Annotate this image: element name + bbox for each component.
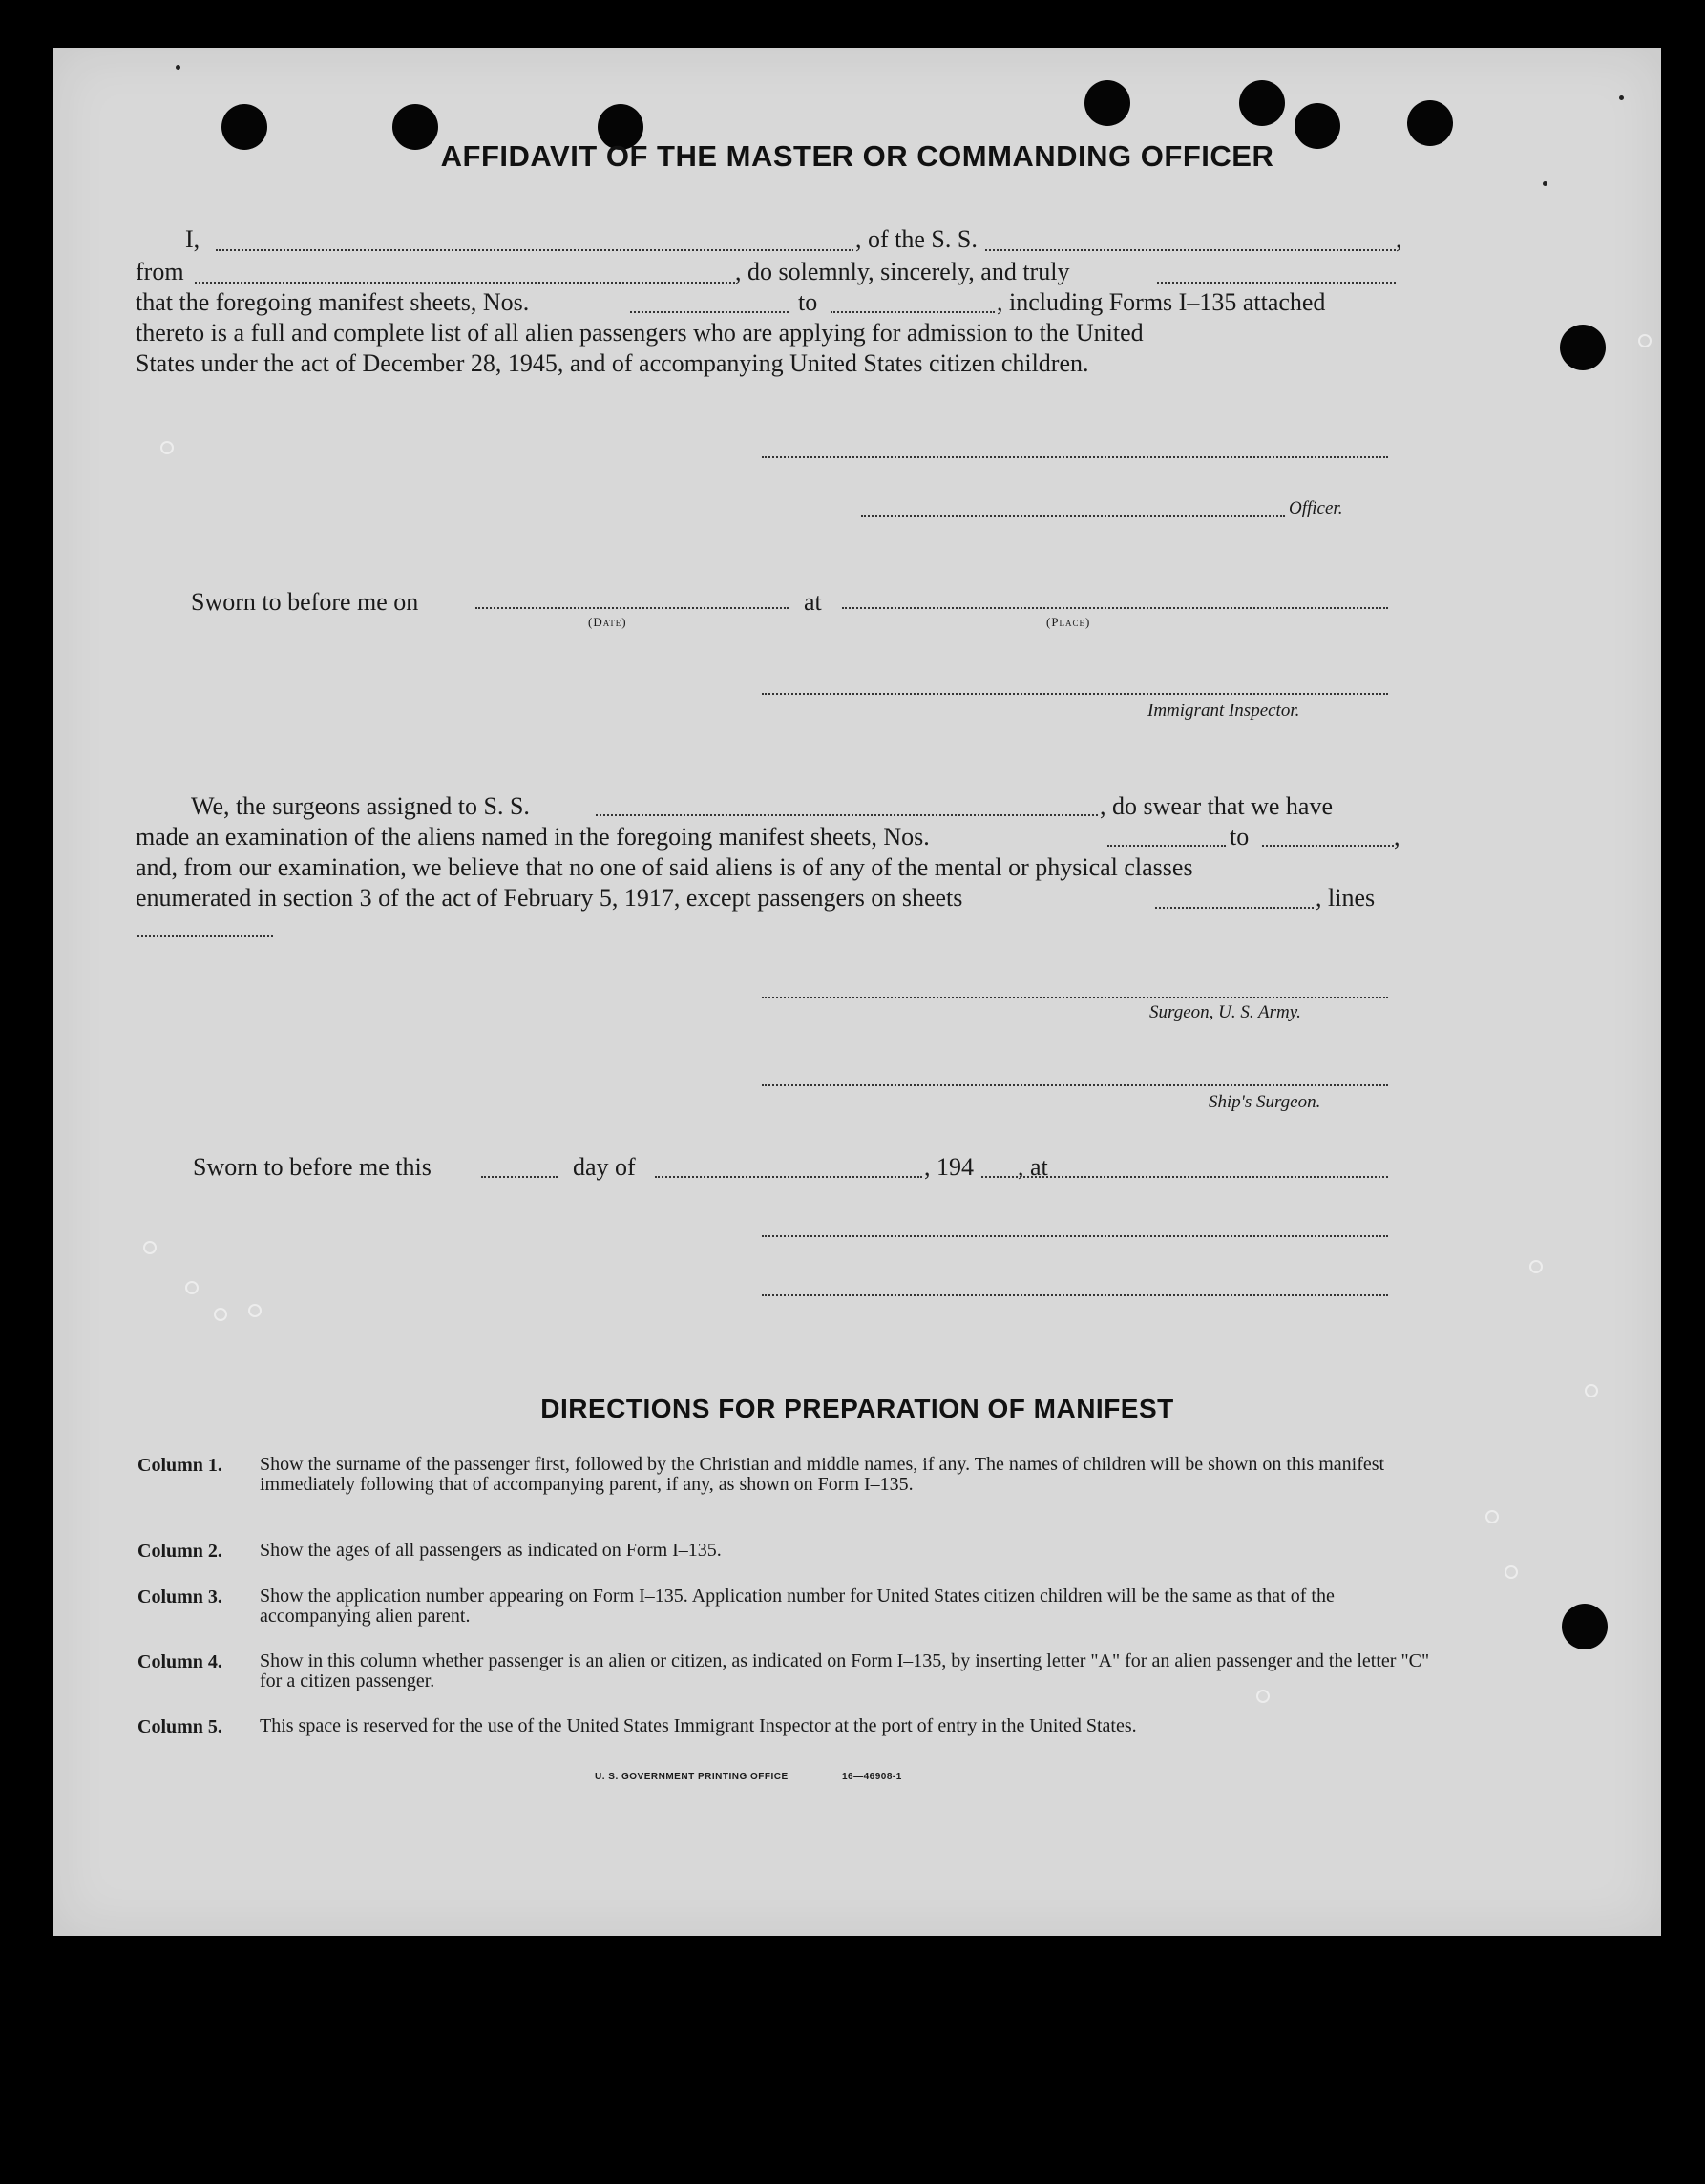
surgeons-line-4a: enumerated in section 3 of the act of February 5, 1917, except passengers on sheets [136,884,963,912]
directions-title: DIRECTIONS FOR PREPARATION OF MANIFEST [540,1394,1174,1423]
year-label: , 194 [924,1153,974,1181]
sworn-this-label: Sworn to before me this [193,1153,432,1181]
inspector-label: Immigrant Inspector. [1147,701,1300,721]
affidavit-line-3c: , including Forms I–135 attached [997,288,1326,316]
officer-label: Officer. [1289,498,1343,518]
column-3-label: Column 3. [137,1586,222,1607]
sworn-day-field[interactable] [481,1176,558,1178]
affidavit-line-3b: to [798,288,818,316]
sheets-from-field[interactable] [630,311,789,313]
sworn2-at-label: , at [1018,1153,1048,1181]
affidavit-line-1a: I, [185,225,200,253]
sworn2-place-field[interactable] [1020,1176,1388,1178]
sheets-to-field[interactable] [831,311,995,313]
army-surgeon-label: Surgeon, U. S. Army. [1149,1002,1301,1022]
affidavit-line-5: States under the act of December 28, 1945, and of accompanying United States citizen children. [136,349,1089,377]
column-3-text: Show the application number appearing on Form I–135. Application number for United States citizen children will be the same as that of the accompanying alien parent. [260,1586,1335,1627]
surgeons-sheets-to-field[interactable] [1262,845,1394,847]
paper-speck [1505,1565,1518,1579]
surgeons-line-4b: , lines [1316,884,1376,912]
surgeons-ship-field[interactable] [596,814,1098,816]
affidavit-line-1b: , of the S. S. [855,225,978,253]
official-signature-line-2[interactable] [762,1294,1388,1296]
day-of-label: day of [573,1153,636,1181]
oath-form-field[interactable] [1157,282,1396,284]
punch-hole-8 [1560,325,1606,370]
sworn-on-label: Sworn to before me on [191,588,419,616]
surgeons-line-1b: , do swear that we have [1100,792,1334,820]
paper-speck [1529,1260,1543,1273]
affidavit-line-2b: , do solemnly, sincerely, and truly [735,258,1070,285]
sworn-date-field[interactable] [475,607,789,609]
paper-speck [1638,334,1652,347]
inspector-signature-line[interactable] [762,693,1388,695]
officer-signature-line[interactable] [861,515,1285,517]
surgeons-sheets-from-field[interactable] [1107,845,1226,847]
sworn-month-field[interactable] [655,1176,922,1178]
affidavit-title: AFFIDAVIT OF THE MASTER OR COMMANDING OFFICER [440,139,1274,173]
form-code: 16—46908-1 [842,1772,902,1782]
sworn-at-label: at [804,588,822,616]
paper-speck [248,1304,262,1317]
column-4-text: Show in this column whether passenger is an alien or citizen, as indicated on Form I–135, by inserting letter "A" for an alien passenger and the letter "C" for a citizen passenger. [260,1650,1430,1691]
paper-speck [1619,95,1624,100]
ship-surgeon-label: Ship's Surgeon. [1209,1092,1321,1112]
column-5-text: This space is reserved for the use of the United States Immigrant Inspector at the port of entry in the United States. [260,1715,1137,1736]
sworn-year-field[interactable] [981,1176,1018,1178]
paper-speck [185,1281,199,1294]
place-caption: (Place) [1046,615,1091,629]
ship-name-field[interactable] [985,249,1396,251]
paper-speck [176,65,180,70]
official-signature-line-1[interactable] [762,1235,1388,1237]
except-lines-field[interactable] [137,935,273,937]
affidavit-line-4: thereto is a full and complete list of all alien passengers who are applying for admission to the United [136,319,1144,346]
from-port-field[interactable] [195,282,735,284]
affidavit-line-2a: from [136,258,184,285]
surgeons-line-1a: We, the surgeons assigned to S. S. [191,792,530,820]
surgeons-line-2c: , [1394,823,1400,850]
paper-speck [214,1308,227,1321]
master-signature-line[interactable] [762,456,1388,458]
punch-hole-9 [1562,1604,1608,1649]
punch-hole-5 [1239,80,1285,126]
form-page [53,48,1661,1936]
paper-speck [1256,1690,1270,1703]
master-name-field[interactable] [216,249,853,251]
surgeons-line-2b: to [1230,823,1250,850]
paper-speck [1485,1510,1499,1523]
column-1-text: Show the surname of the passenger first, followed by the Christian and middle names, if any. The names of children will be shown on this manifest immediately following that of accompanying parent, if any, as shown on Form I–135. [260,1454,1385,1495]
paper-speck [143,1241,157,1254]
column-5-label: Column 5. [137,1716,222,1737]
surgeons-line-3: and, from our examination, we believe that no one of said aliens is of any of the mental or physical classes [136,853,1193,881]
paper-speck [1543,181,1547,186]
surgeons-line-2a: made an examination of the aliens named in the foregoing manifest sheets, Nos. [136,823,930,850]
except-sheets-field[interactable] [1155,907,1314,909]
date-caption: (Date) [588,615,627,629]
column-4-label: Column 4. [137,1651,222,1672]
affidavit-line-1c: , [1396,225,1402,253]
column-2-text: Show the ages of all passengers as indicated on Form I–135. [260,1540,722,1561]
paper-speck [160,441,174,454]
column-2-label: Column 2. [137,1541,222,1562]
punch-hole-4 [1084,80,1130,126]
sworn-place-field[interactable] [842,607,1388,609]
army-surgeon-signature-line[interactable] [762,997,1388,998]
affidavit-line-3a: that the foregoing manifest sheets, Nos. [136,288,530,316]
column-1-label: Column 1. [137,1455,222,1476]
ship-surgeon-signature-line[interactable] [762,1084,1388,1086]
printer-imprint: U. S. GOVERNMENT PRINTING OFFICE [595,1772,789,1782]
